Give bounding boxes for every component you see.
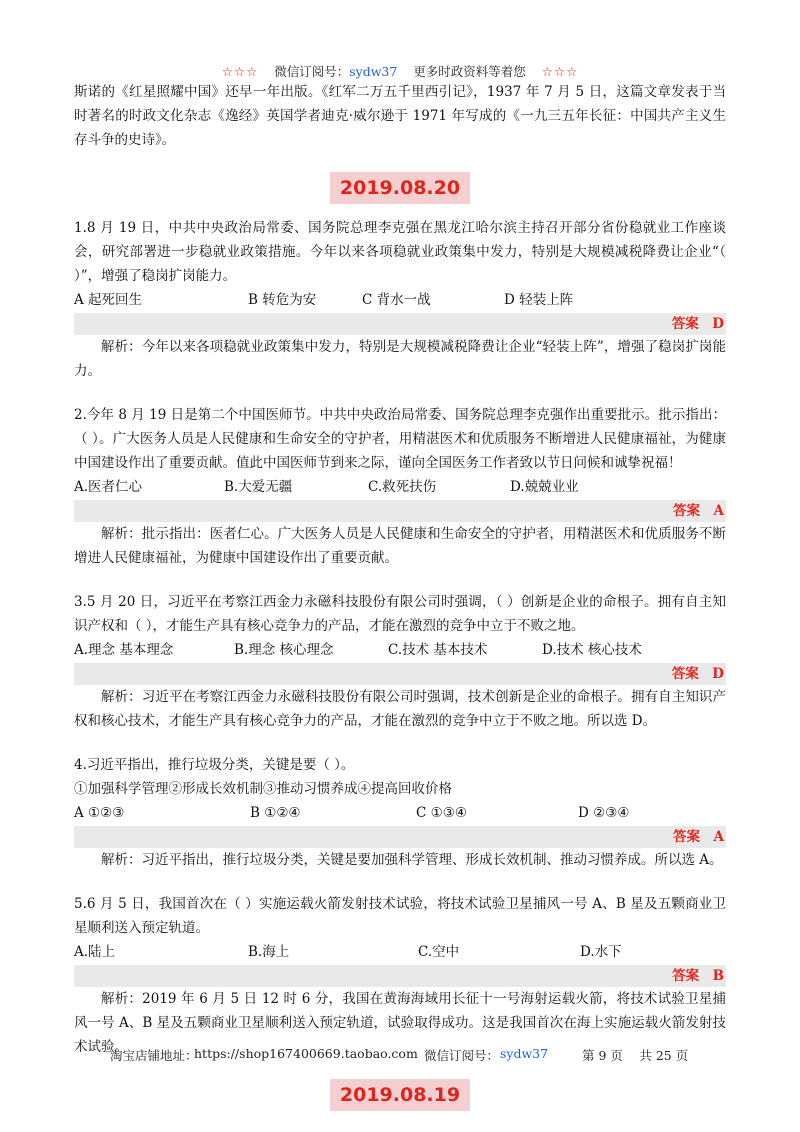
- question-sub-items: ①加强科学管理②形成长效机制③推动习惯养成④提高回收价格: [74, 781, 452, 797]
- analysis-text: 解析：习近平指出，推行垃圾分类，关键是要加强科学管理、形成长效机制、推动习惯养成。所以选 A。: [101, 852, 723, 868]
- header-stars-left: ☆☆☆: [221, 64, 259, 79]
- header-subscribe-label: 微信订阅号：: [274, 64, 350, 79]
- option-b: B ①②④: [250, 805, 301, 821]
- date-banner: 2019.08.19: [330, 1079, 470, 1111]
- options-row: [74, 475, 726, 499]
- footer-subscribe-id: sydw37: [500, 1046, 549, 1061]
- date-section-2: [74, 1079, 726, 1111]
- option-d: D 轻装上阵: [504, 292, 574, 308]
- question-block-5: [74, 892, 726, 1059]
- question-stem: 3.5 月 20 日，习近平在考察江西金力永磁科技股份有限公司时强调，（ ）创新是企业的命根子。拥有自主知识产权和（ ），才能生产具有核心竞争力的产品，才能在激烈的竞争中立于不败之地。: [74, 594, 726, 634]
- option-a: A.陆上: [74, 944, 116, 960]
- question-stem: 4.习近平指出，推行垃圾分类，关键是要（ ）。: [74, 757, 355, 773]
- question-block-2: [74, 403, 726, 570]
- answer-text: 答案 A: [673, 503, 724, 519]
- answer-bar: [74, 313, 726, 335]
- header-stars-right: ☆☆☆: [541, 64, 579, 79]
- option-c: C ①③④: [416, 805, 467, 821]
- option-c: C.救死扶伤: [368, 479, 437, 495]
- footer-page-info: 第 9 页 共 25 页: [582, 1048, 689, 1063]
- question-block-1: [74, 216, 726, 383]
- option-d: D.兢兢业业: [510, 479, 579, 495]
- option-b: B 转危为安: [248, 292, 317, 308]
- question-stem: 2.今年 8 月 19 日是第二个中国医师节。中共中央政治局常委、国务院总理李克强作出重要批示。批示指出：（ ）。广大医务人员是人民健康和生命安全的守护者，用精湛医术和优质服务不断增进人民健康福祉，为健康中国建设作出了重要贡献。值此中国医师节到来之际，谨向全国医务工作者致以节日问候和诚挚祝福！: [74, 407, 726, 471]
- footer-shop-label: 淘宝店铺地址：: [110, 1048, 198, 1063]
- date-banner: 2019.08.20: [330, 172, 470, 204]
- intro-paragraph: 斯诺的《红星照耀中国》还早一年出版。《红军二万五千里西引记》，1937 年 7 月 5 日，这篇文章发表于当时著名的时政文化杂志《逸经》英国学者迪克·威尔逊于 1971 年写成的《一九三五年长征：中国共产主义生存斗争的史诗》。: [74, 84, 726, 148]
- option-a: A 起死回生: [74, 292, 143, 308]
- options-row: [74, 638, 726, 662]
- footer-subscribe-label: 微信订阅号：: [424, 1048, 500, 1063]
- header-slogan: 更多时政资料等着您: [413, 64, 526, 79]
- analysis-text: 解析：批示指出：医者仁心。广大医务人员是人民健康和生命安全的守护者，用精湛医术和优质服务不断增进人民健康福祉，为健康中国建设作出了重要贡献。: [74, 526, 726, 566]
- answer-bar: [74, 965, 726, 987]
- answer-text: 答案 A: [673, 829, 724, 845]
- answer-bar: [74, 826, 726, 848]
- option-c: C.技术 基本技术: [388, 642, 488, 658]
- option-c: C.空中: [418, 944, 460, 960]
- option-c: C 背水一战: [362, 292, 431, 308]
- question-block-4: [74, 753, 726, 872]
- answer-bar: [74, 663, 726, 685]
- date-section-1: [74, 172, 726, 204]
- question-stem: 1.8 月 19 日，中共中央政治局常委、国务院总理李克强在黑龙江哈尔滨主持召开部分省份稳就业工作座谈会，研究部署进一步稳就业政策措施。今年以来各项稳就业政策集中发力，特别是大规模减税降费让企业“（ ）”，增强了稳岗扩岗能力。: [74, 220, 726, 284]
- question-stem: 5.6 月 5 日，我国首次在（ ）实施运载火箭发射技术试验，将技术试验卫星捕风一号 A、B 星及五颗商业卫星顺利送入预定轨道。: [74, 896, 726, 936]
- option-a: A.理念 基本理念: [74, 642, 174, 658]
- answer-text: 答案 D: [671, 316, 724, 332]
- option-b: B.理念 核心理念: [234, 642, 334, 658]
- option-b: B.大爱无疆: [224, 479, 293, 495]
- analysis-text: 解析：今年以来各项稳就业政策集中发力，特别是大规模减税降费让企业“轻装上阵”，增强了稳岗扩岗能力。: [74, 339, 726, 379]
- option-d: D.水下: [580, 944, 622, 960]
- options-row: [74, 940, 726, 964]
- analysis-text: 解析：习近平在考察江西金力永磁科技股份有限公司时强调，技术创新是企业的命根子。拥有自主知识产权和核心技术，才能生产具有核心竞争力的产品，才能在激烈的竞争中立于不败之地。所以选 D。: [74, 689, 726, 729]
- option-d: D.技术 核心技术: [542, 642, 642, 658]
- options-row: [74, 288, 726, 312]
- main-content: [74, 80, 726, 1111]
- answer-bar: [74, 500, 726, 522]
- question-block-3: [74, 590, 726, 733]
- footer-shop-link[interactable]: https://shop167400669.taobao.com: [194, 1046, 418, 1061]
- answer-text: 答案 B: [672, 968, 724, 984]
- option-a: A ①②③: [74, 805, 125, 821]
- option-a: A.医者仁心: [74, 479, 143, 495]
- page-header: [0, 62, 800, 80]
- options-row: [74, 801, 726, 825]
- header-subscribe-id: sydw37: [349, 64, 398, 79]
- option-d: D ②③④: [578, 805, 630, 821]
- answer-text: 答案 D: [671, 666, 724, 682]
- option-b: B.海上: [248, 944, 290, 960]
- analysis-text: 解析：2019 年 6 月 5 日 12 时 6 分，我国在黄海海域用长征十一号海射运载火箭，将技术试验卫星捕风一号 A、B 星及五颗商业卫星顺利送入预定轨道，试验取得成功。这是我国首次在海上实施运载火箭发射技术试验。: [74, 991, 726, 1055]
